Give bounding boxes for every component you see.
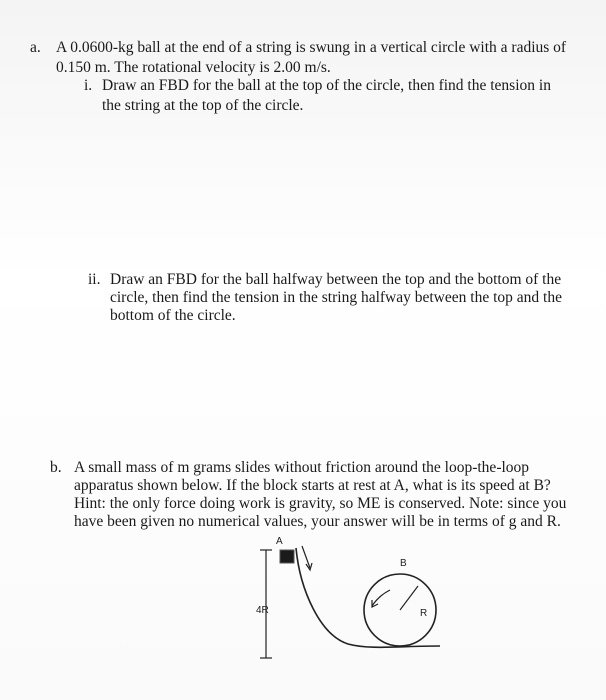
part-a-line-1: A 0.0600-kg ball at the end of a string is swung in a vertical circle with a radius of — [56, 39, 567, 56]
part-b-line-1: A small mass of m grams slides without friction around the loop-the-loop — [74, 459, 530, 476]
sub-ii-line-2: circle, then find the tension in the string halfway between the top and the — [110, 289, 562, 306]
sub-ii-label: ii. — [88, 271, 101, 288]
sub-ii-line-3: bottom of the circle. — [110, 307, 236, 324]
loop-the-loop-diagram — [240, 530, 470, 695]
loop-direction-arrow — [372, 590, 390, 606]
part-a-line-2: 0.150 m. The rotational velocity is 2.00 m/s. — [56, 59, 331, 76]
radius-line — [400, 586, 418, 610]
part-b-line-2: apparatus shown below. If the block starts at rest at A, what is its speed at B? — [74, 477, 551, 494]
part-a-label: a. — [30, 39, 41, 56]
radius-label: R — [420, 608, 428, 619]
part-b-line-4: have been given no numerical values, your answer will be in terms of g and R. — [74, 513, 561, 530]
sub-i-line-2: the string at the top of the circle. — [102, 97, 304, 114]
ramp-track — [296, 548, 440, 647]
sub-i-line-1: Draw an FBD for the ball at the top of the circle, then find the tension in — [102, 77, 551, 94]
point-b-label: B — [400, 558, 407, 569]
height-label: 4R — [256, 605, 269, 616]
part-b-label: b. — [50, 459, 62, 476]
sub-i-label: i. — [84, 77, 93, 94]
point-a-label: A — [276, 536, 283, 547]
sub-ii-line-1: Draw an FBD for the ball halfway between the top and the bottom of the — [110, 271, 562, 288]
part-b-line-3: Hint: the only force doing work is gravity, so ME is conserved. Note: since you — [74, 495, 567, 512]
sliding-block — [280, 550, 294, 563]
